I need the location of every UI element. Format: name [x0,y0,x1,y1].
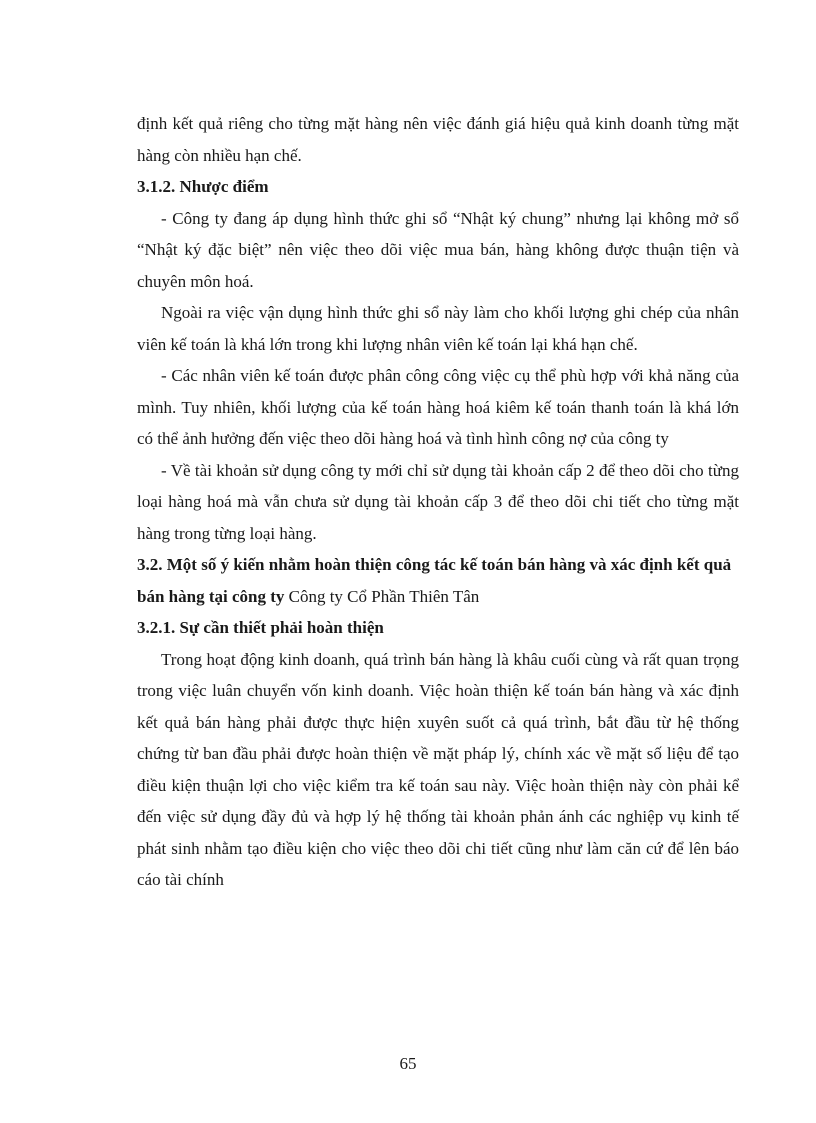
paragraph-staff-assignment: - Các nhân viên kế toán được phân công công việc cụ thể phù hợp với khả năng của mình. Tuy nhiên, khối lượng của kế toán hàng hoá kiêm kế toán thanh toán là khá lớn có thể ảnh hưởng đến việc theo dõi hàng hoá và tình hình công nợ của công ty [137,366,739,448]
section-heading-3-2-bold: 3.2. Một số ý kiến nhằm hoàn thiện công tác kế toán bán hàng và xác định kết quả bán hàng tại công ty [137,555,732,606]
page-body [137,108,739,896]
section-heading-3-1-2: 3.1.2. Nhược điểm [137,177,269,196]
paragraph-accounts-used: - Về tài khoản sử dụng công ty mới chỉ sử dụng tài khoản cấp 2 để theo dõi cho từng loại hàng hoá mà vẫn chưa sử dụng tài khoản cấp 3 để theo dõi chi tiết cho từng mặt hàng trong từng loại hàng. [137,460,739,543]
paragraph-continuation: định kết quả riêng cho từng mặt hàng nên việc đánh giá hiệu quả kinh doanh từng mặt hàng còn nhiều hạn chế. [137,114,739,165]
paragraph-necessity: Trong hoạt động kinh doanh, quá trình bán hàng là khâu cuối cùng và rất quan trọng trong việc luân chuyển vốn kinh doanh. Việc hoàn thiện kế toán bán hàng và xác định kết quả bán hàng phải được thực hiện xuyên suốt cả quá trình, bắt đầu từ hệ thống chứng từ ban đầu phải được hoàn thiện về mặt pháp lý, chính xác về mặt số liệu để tạo điều kiện thuận lợi cho việc kiểm tra kế toán sau này. Việc hoàn thiện này còn phải kể đến việc sử dụng đầy đủ và hợp lý hệ thống tài khoản phản ánh các nghiệp vụ kinh tế phát sinh nhằm tạo điều kiện cho việc theo dõi chi tiết cũng như làm căn cứ để lên báo cáo tài chính [137,649,739,889]
section-heading-3-2 [137,549,739,612]
company-name: Công ty Cổ Phần Thiên Tân [288,586,480,606]
paragraph-general-journal: - Công ty đang áp dụng hình thức ghi sổ “Nhật ký chung” nhưng lại không mở sổ “Nhật ký đặc biệt” nên việc theo dõi việc mua bán, hàng không được thuận tiện và chuyên môn hoá. [137,208,739,291]
paragraph-workload: Ngoài ra việc vận dụng hình thức ghi sổ này làm cho khối lượng ghi chép của nhân viên kế toán là khá lớn trong khi lượng nhân viên kế toán lại khá hạn chế. [137,303,739,354]
section-heading-3-2-1: 3.2.1. Sự cần thiết phải hoàn thiện [137,618,384,637]
page-number: 65 [399,1054,417,1073]
